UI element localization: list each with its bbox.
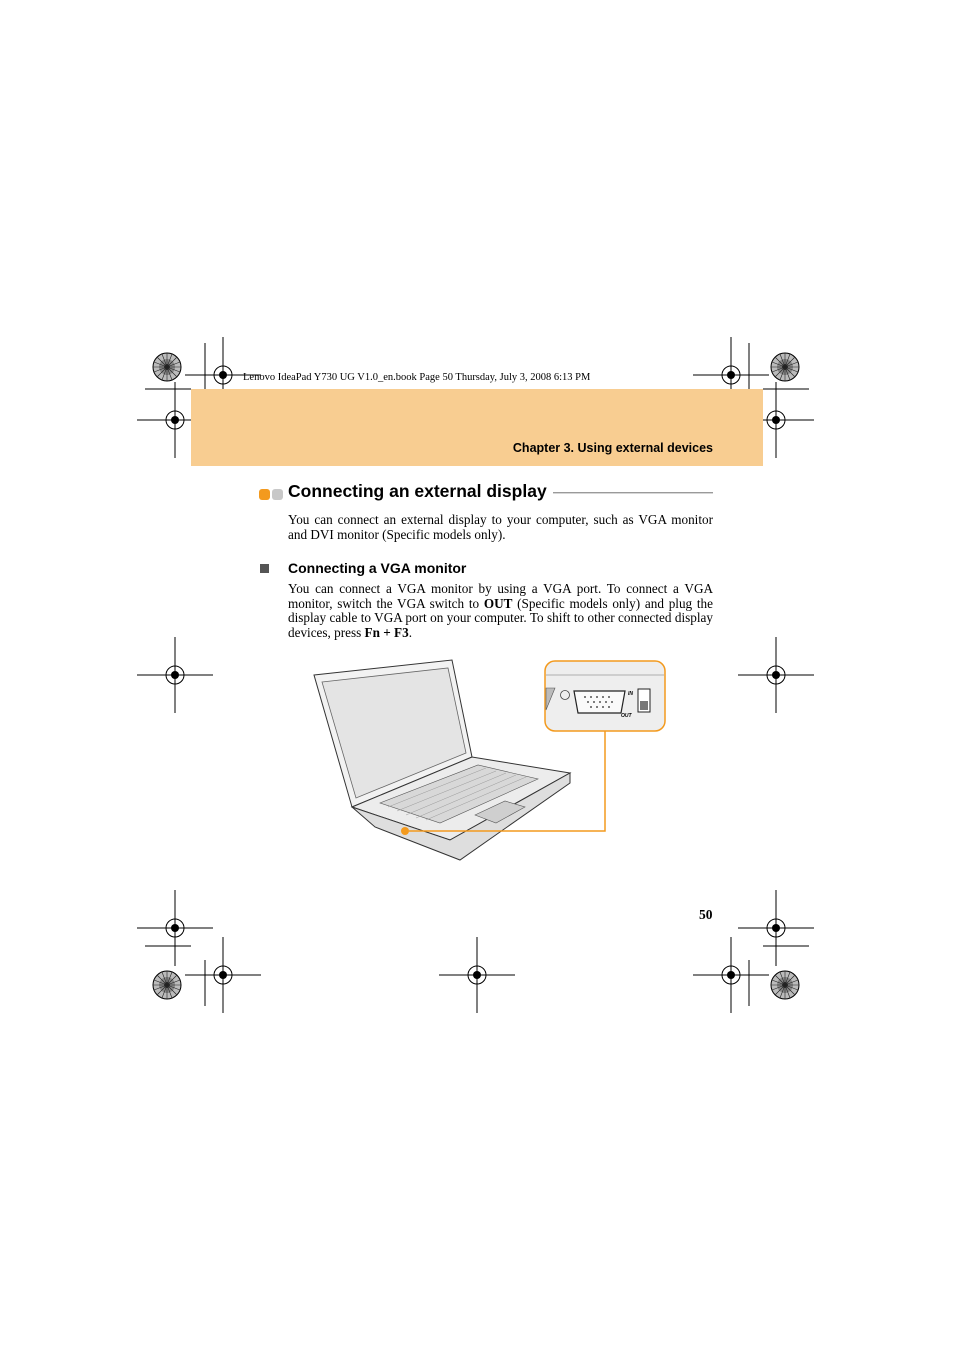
out-label: OUT (483, 595, 513, 611)
laptop-vga-figure (300, 655, 670, 870)
section-rule (553, 492, 713, 494)
section-bullet-icon (259, 487, 285, 505)
square-bullet-icon (260, 564, 269, 573)
page-number: 50 (699, 907, 713, 922)
book-info: Lenovo IdeaPad Y730 UG V1.0_en.book Page 50 Thursday, July 3, 2008 6:13 PM (243, 372, 591, 383)
subsection-title: Connecting a VGA monitor (288, 560, 467, 576)
chapter-header (191, 389, 763, 466)
key-combo: Fn + F3 (364, 624, 409, 640)
intro-paragraph: You can connect an external display to your computer, such as VGA monitor and DVI monitor (Specific models only). (288, 512, 713, 542)
chapter-title: Chapter 3. Using external devices (512, 441, 713, 455)
switch-out-label: OUT (621, 713, 632, 719)
vga-paragraph: You can connect a VGA monitor by using a VGA port. To connect a VGA monitor, switch the VGA switch to OUT (Specific models only) and plug the display cable to VGA port on your computer. To shift to other connected display devices, press Fn + F3. (288, 581, 713, 640)
switch-in-label: IN (628, 691, 633, 697)
section-title: Connecting an external display (288, 481, 547, 501)
